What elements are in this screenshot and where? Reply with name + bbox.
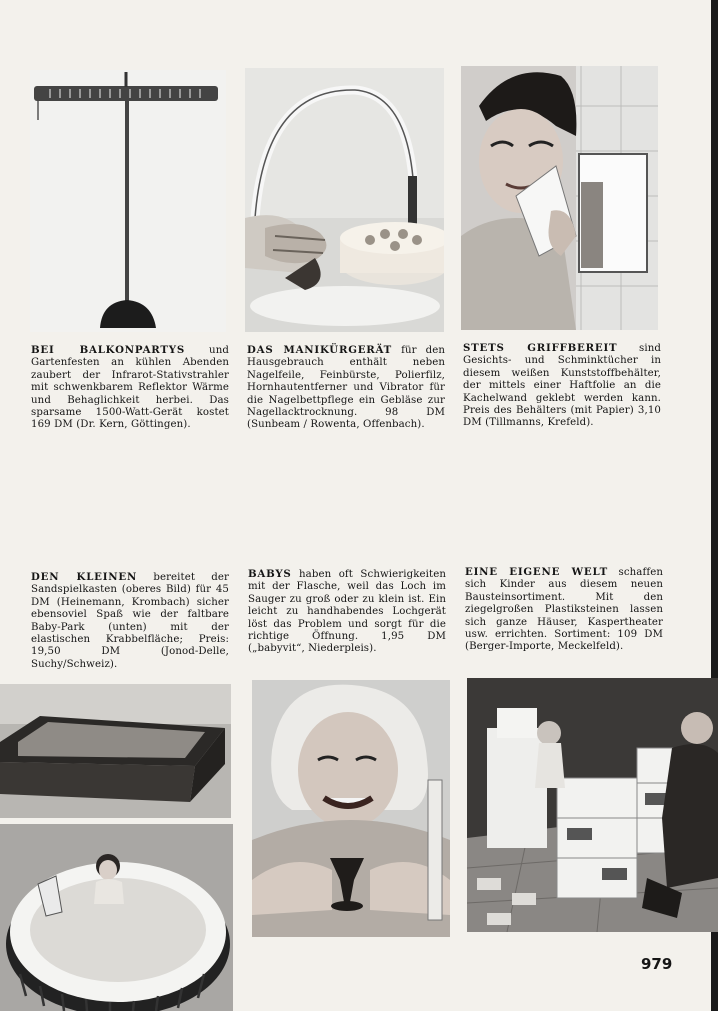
- tissue-icon: [461, 66, 658, 330]
- blocks-icon: [467, 678, 718, 932]
- manicure-icon: [245, 68, 444, 332]
- caption-lead: EINE EIGENE WELT: [465, 566, 608, 578]
- caption-manikuergeraet: [247, 344, 445, 432]
- page-number: 979: [641, 955, 673, 973]
- caption-lead: BABYS: [248, 568, 292, 580]
- photo-infrared-heater: [30, 70, 226, 332]
- caption-lead: DEN KLEINEN: [31, 571, 138, 583]
- sandbox-icon: [0, 684, 231, 818]
- photo-building-blocks: [467, 678, 718, 932]
- caption-balkonpartys: [31, 344, 229, 432]
- photo-bottle-hole-tool: [252, 680, 450, 937]
- photo-sandbox: [0, 684, 231, 818]
- caption-lead: BEI BALKONPARTYS: [31, 344, 185, 356]
- photo-baby-park: [0, 824, 233, 1011]
- caption-griffbereit: [463, 342, 661, 430]
- heater-icon: [30, 70, 226, 332]
- caption-eigene-welt: [465, 566, 663, 654]
- caption-text: sind Gesichts- und Schminktücher in diesem weißen Kunststoffbehälter, der mittels einer Haftfolie an die Kachelwand geklebt werden kann. Preis des Behälters (mit Papier) 3,10 DM (Tillmanns, Krefeld).: [463, 343, 661, 429]
- caption-text: für den Hausgebrauch enthält neben Nagelfeile, Feinbürste, Polierfilz, Hornhautentferner und Vibrator für die Nagelbettpflege ein Gebläse zur Nagellacktrocknung. 98 DM (Sunbeam / Rowenta, Offenbach).: [247, 345, 445, 431]
- caption-text: schaffen sich Kinder aus diesem neuen Bausteinsortiment. Mit den ziegelgroßen Plastiksteinen lassen sich ganze Häuser, Kaspertheater usw. errichten. Sortiment: 109 DM (Berger-Importe, Meckelfeld).: [465, 567, 663, 653]
- caption-lead: DAS MANIKÜRGERÄT: [247, 344, 393, 356]
- playpen-icon: [0, 824, 233, 1011]
- caption-lead: STETS GRIFFBEREIT: [463, 342, 618, 354]
- caption-den-kleinen: [31, 571, 229, 671]
- caption-text: bereitet der Sandspielkasten (oberes Bild) für 45 DM (Heinemann, Krombach) sicher ebensoviel Spaß wie der faltbare Baby-Park (unten) mit der elastischen Krabbelfläche; Preis: 19,50 DM (Jonod-Delle, Suchy/Schweiz).: [31, 572, 229, 670]
- baby-bottle-icon: [252, 680, 450, 937]
- photo-tissue-holder: [461, 66, 658, 330]
- caption-text: und Gartenfesten an kühlen Abenden zaubert der Infrarot-Stativstrahler mit schwenkbarem Reflektor Wärme und Behaglichkeit herbei. Das sparsame 1500-Watt-Gerät kostet 169 DM (Dr. Kern, Göttingen).: [31, 345, 229, 431]
- photo-manicure-device: [245, 68, 444, 332]
- caption-babys: [248, 568, 446, 656]
- caption-text: haben oft Schwierigkeiten mit der Flasche, weil das Loch im Sauger zu groß oder zu klein ist. Ein leicht zu handhabendes Lochgerät löst das Problem und sorgt für die richtige Öffnung. 1,95 DM („babyvit“, Niederpleis).: [248, 569, 446, 655]
